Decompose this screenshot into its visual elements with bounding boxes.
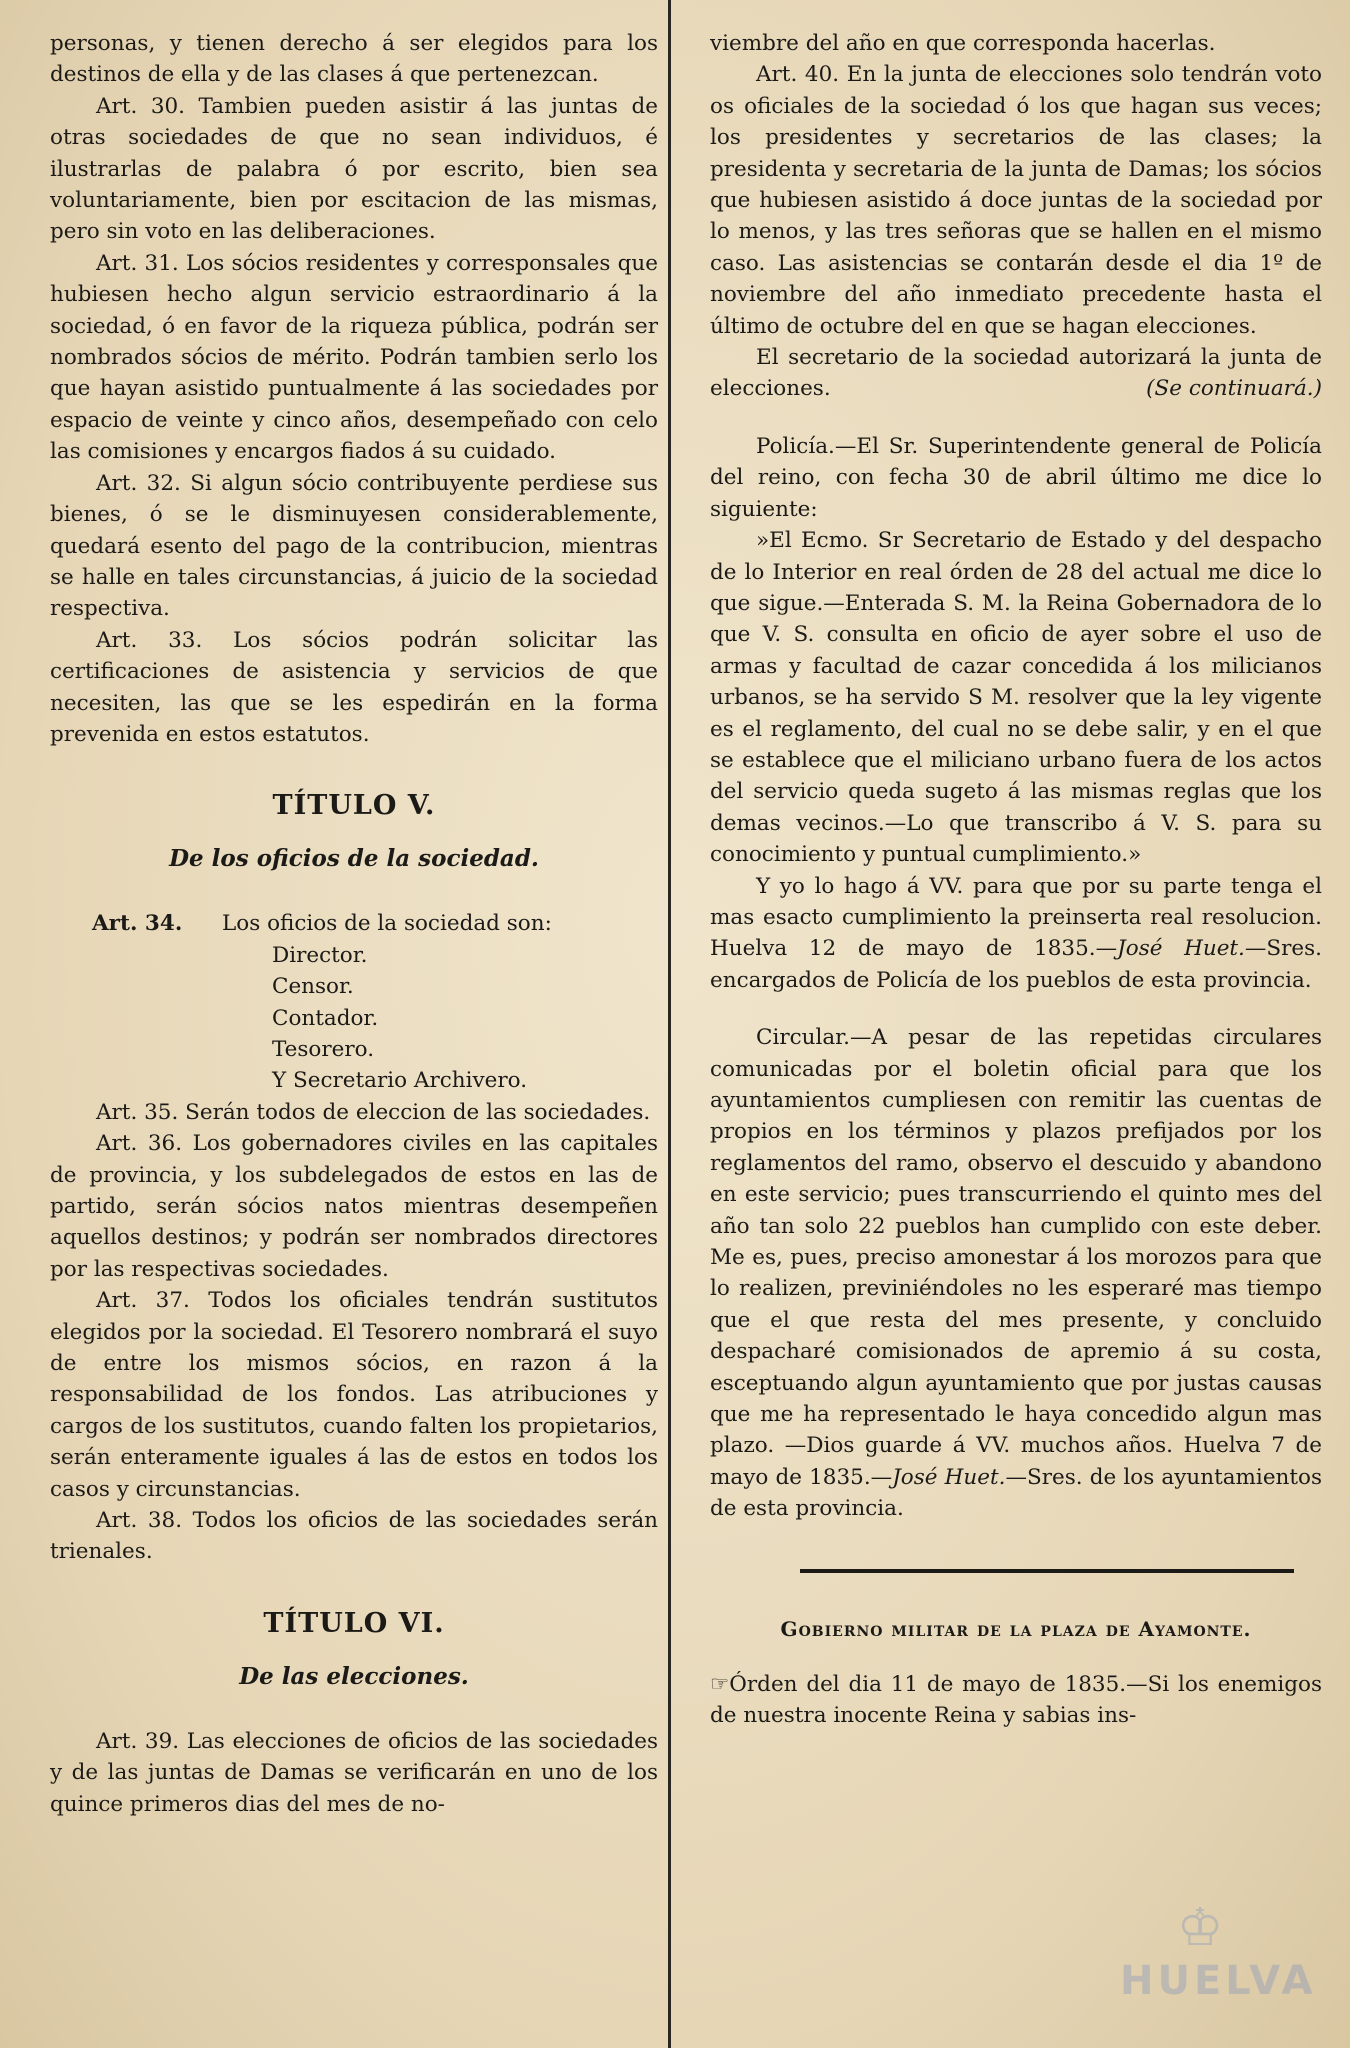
officer-item: Contador.: [272, 1005, 379, 1031]
right-column: [710, 28, 1322, 1732]
left-column: [50, 28, 658, 1820]
addressee: —Sres. de los ayuntamientos de esta provincia.: [710, 1464, 1323, 1522]
article-34-text: Los oficios de la sociedad son:: [222, 911, 552, 937]
policia-closing: [710, 871, 1322, 997]
article-37: Art. 37. Todos los oficiales tendrán sustitutos elegidos por la sociedad. El Tesorero nombrará el suyo de entre los mismos sócios, en razon á la responsabilidad de los fondos. Las atribuciones y cargos de los sustitutos, cuando falten los propietarios, serán enteramente iguales á las de estos en todos los casos y circunstancias.: [50, 1288, 658, 1502]
orden-lead: ☞Órden del dia 11 de mayo de 1835.: [710, 1671, 1127, 1697]
officer-list: [272, 940, 658, 1097]
secretario-paragraph: [710, 342, 1322, 405]
subtitle-elecciones: De las elecciones.: [239, 1662, 469, 1690]
article-34: [50, 908, 658, 1096]
secretario-text: El secretario de la sociedad autorizará la junta de elecciones.: [710, 345, 1322, 402]
watermark-text: HUELVA: [1120, 1958, 1317, 2004]
article-31: Art. 31. Los sócios residentes y corresponsales que hubiesen hecho algun servicio estraordinario á la sociedad, ó en favor de la riqueza pública, podrán ser nombrados sócios de mérito. Podrán tambien serlo los que hayan asistido puntualmente á las sociedades por espacio de veinte y cinco años, desempeñado con celo las comisiones y encargos fiados á su cuidado.: [50, 250, 658, 465]
column-divider: [668, 0, 671, 2048]
article-36: Art. 36. Los gobernadores civiles en las capitales de provincia, y los subdelegados de estos en las de partido, serán sócios natos mientras desempeñen aquellos destinos; y podrán ser nombrados directores por las respectivas sociedades.: [50, 1131, 658, 1282]
continuara-note: (Se continuará.): [1146, 376, 1322, 402]
circular-notice: [710, 1022, 1322, 1525]
orden-del-dia: [710, 1669, 1322, 1732]
paragraph-continued: viembre del año en que corresponda hacerlas.: [710, 31, 1216, 56]
signature: José Huet.: [1117, 936, 1245, 962]
royal-order-quote: »El Ecmo. Sr Secretario de Estado y del despacho de lo Interior en real órden de 28 del actual me dice lo que sigue.—Enterada S. M. la Reina Gobernadora de lo que V. S. consulta en oficio de ayer sobre el uso de armas y facultad de cazar concedida á los milicianos urbanos, se ha servido S M. resolver que la ley vigente es el reglamento, del cual no se debe salir, y en el que se establece que el miliciano urbano fuera de los actos del servicio queda sugeto á las mismas reglas que los demas vecinos.—Lo que transcribo á V. S. para su conocimiento y puntual cumplimiento.»: [710, 528, 1322, 868]
article-40: Art. 40. En la junta de elecciones solo tendrán voto os oficiales de la sociedad ó los que hagan sus veces; los presidentes y secretarios de las clases; la presidenta y secretaria de la junta de Damas; los sócios que hubiesen asistido á doce juntas de la sociedad por lo menos, y las tres señoras que se hallen en el mismo caso. Las asistencias se contarán desde el dia 1º de noviembre del año inmediato precedente hasta el último de octubre del en que se hagan elecciones.: [710, 62, 1322, 339]
article-30: Art. 30. Tambien pueden asistir á las juntas de otras sociedades de que no sean individuos, é ilustrarlas de palabra ó por escrito, bien sea voluntariamente, bien por escitacion de las mismas, pero sin voto en las deliberaciones.: [50, 93, 658, 245]
policia-lead: Policía.: [756, 433, 835, 459]
title-vi: TÍTULO VI.: [263, 1607, 445, 1639]
crest-icon: ♔: [1176, 1898, 1224, 1958]
article-35: Art. 35. Serán todos de eleccion de las sociedades.: [96, 1099, 651, 1125]
circular-text: —A pesar de las repetidas circulares comunicadas por el boletin oficial para que los ayuntamientos cumpliesen con remitir las cuentas de propios en los términos y plazos prefijados por los reglamentos del ramo, observo el descuido y abandono en este servicio; pues transcurriendo el quinto mes del año tan solo 22 pueblos han cumplido con este deber. Me es, pues, preciso amonestar á los morozos para que lo realizen, previniéndoles no les esperaré mas tiempo que el que resta del mes presente, y concluido despacharé comisionados de apremio á su costa, esceptuando algun ayuntamiento que por justas causas que me ha representado le haya concedido algun mas plazo. —Dios guarde á VV. muchos años. Huelva 7 de mayo de 1835.—: [710, 1025, 1322, 1490]
officer-item: Y Secretario Archivero.: [272, 1068, 528, 1094]
article-39: Art. 39. Las elecciones de oficios de las sociedades y de las juntas de Damas se verificarán en uno de los quince primeros dias del mes de no-: [50, 1728, 658, 1817]
signature: José Huet.: [892, 1464, 1006, 1490]
policia-notice: Policía.—El Sr. Superintendente general de Policía del reino, con fecha 30 de abril último me dice lo siguiente:: [710, 433, 1322, 522]
officer-item: Tesorero.: [272, 1036, 375, 1062]
article-34-label: Art. 34.: [92, 911, 183, 937]
policia-closing-text: Y yo lo hago á VV. para que por su parte tenga el mas esacto cumplimiento la preinserta real resolucion. Huelva 12 de mayo de 1835.—: [710, 873, 1322, 962]
addressee: —Sres. encargados de Policía de los pueblos de esta provincia.: [710, 936, 1323, 993]
section-rule: [800, 1569, 1294, 1573]
circular-lead: Circular.: [756, 1025, 850, 1051]
policia-text: El Sr. Superintendente general de Policía del reino, con fecha 30 de abril último me dice lo siguiente:: [710, 433, 1322, 522]
title-v: TÍTULO V.: [272, 790, 436, 822]
officer-item: Director.: [272, 942, 368, 968]
officer-item: Censor.: [272, 974, 354, 1000]
subtitle-oficios: De los oficios de la sociedad.: [169, 845, 539, 873]
paragraph-continued: personas, y tienen derecho á ser elegidos para los destinos de ella y de las clases á que pertenezcan.: [50, 31, 658, 88]
article-32: Art. 32. Si algun sócio contribuyente perdiese sus bienes, ó se le disminuyesen considerablemente, quedará esento del pago de la contribucion, mientras se halle en tales circunstancias, á juicio de la sociedad respectiva.: [50, 470, 658, 622]
article-33: Art. 33. Los sócios podrán solicitar las certificaciones de asistencia y servicios de que necesiten, las que se les espedirán en la forma prevenida en estos estatutos.: [50, 627, 658, 747]
article-38: Art. 38. Todos los oficios de las sociedades serán trienales.: [50, 1508, 658, 1565]
gobierno-militar-heading: Gobierno militar de la plaza de Ayamonte.: [780, 1616, 1252, 1641]
archive-watermark: [1120, 1898, 1317, 2008]
orden-text: —Si los enemigos de nuestra inocente Reina y sabias ins-: [710, 1671, 1322, 1729]
